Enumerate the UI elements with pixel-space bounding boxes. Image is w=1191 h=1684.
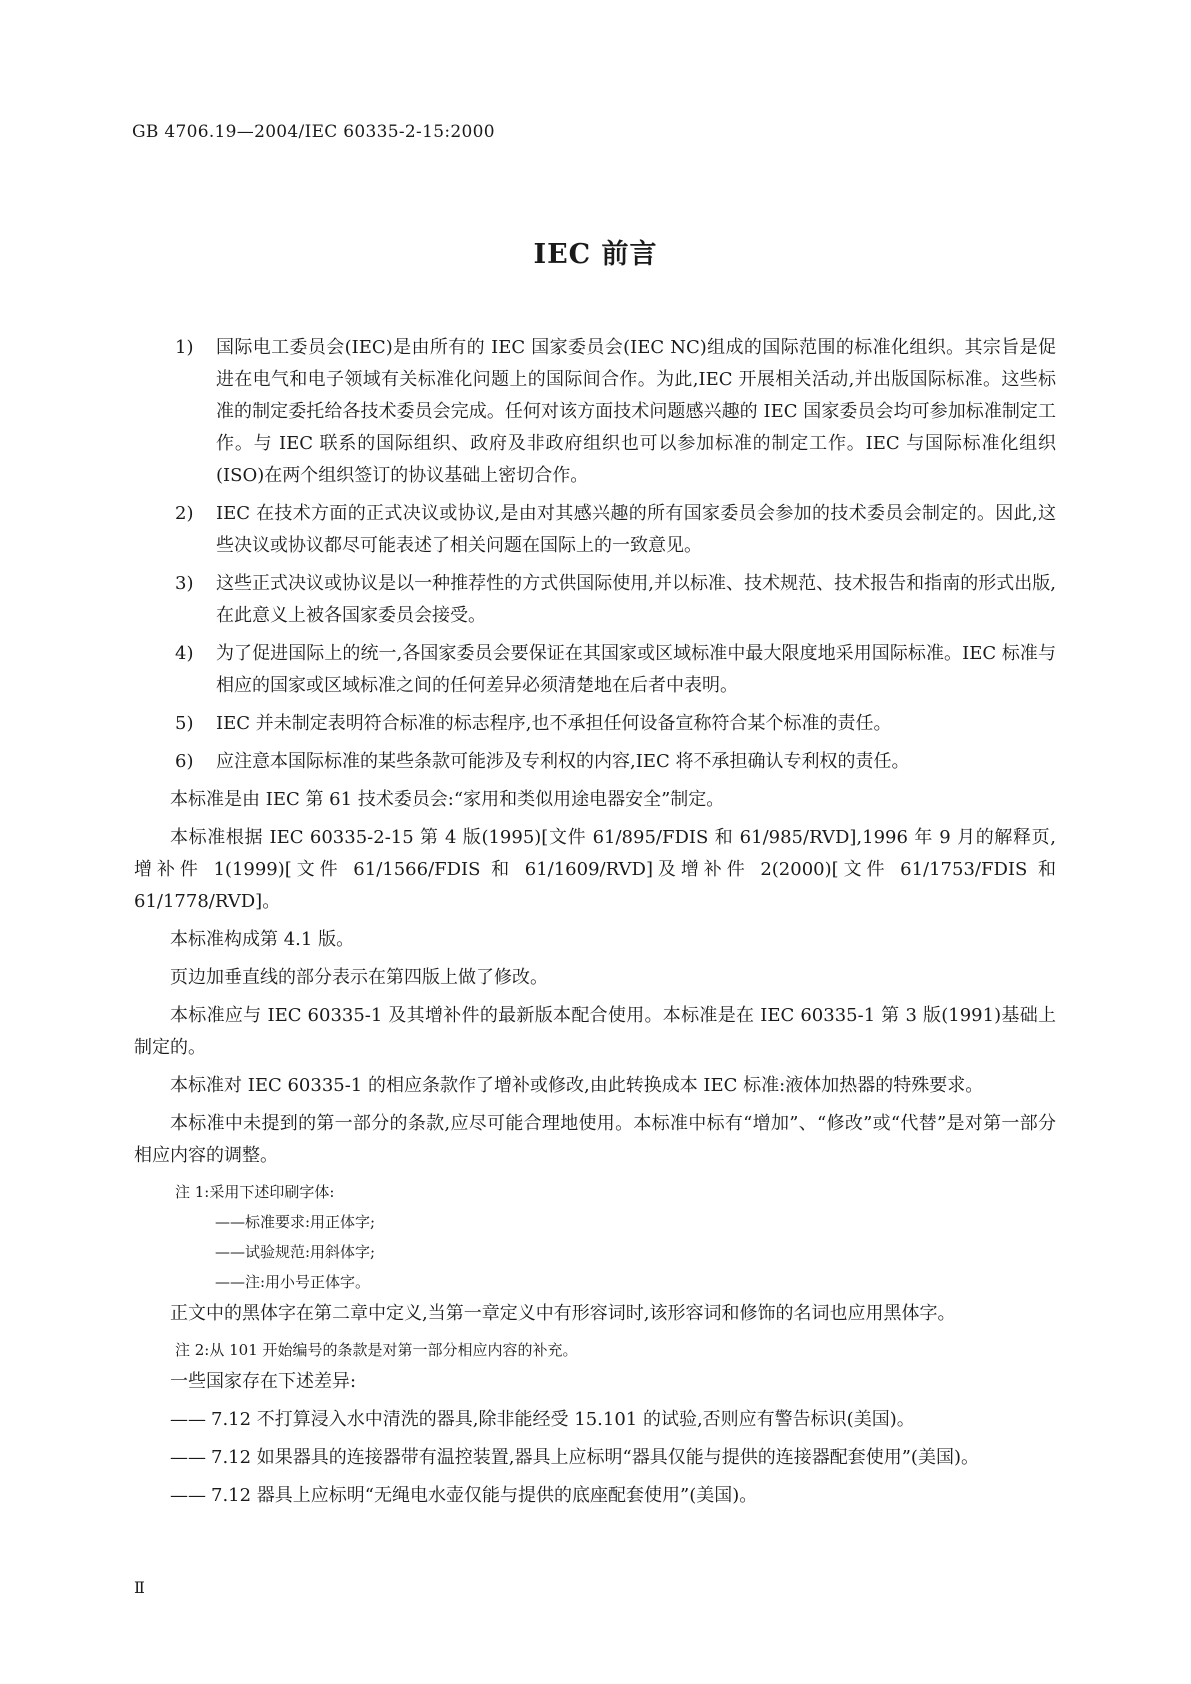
list-item-number: 5)	[175, 713, 194, 734]
paragraph: 本标准根据 IEC 60335-2-15 第 4 版(1995)[文件 61/895/FDIS 和 61/985/RVD],1996 年 9 月的解释页,增补件 1(1999)[文件 61/1566/FDIS 和 61/1609/RVD]及增补件 2(2000)[文件 61/1753/FDIS 和 61/1778/RVD]。	[134, 827, 1056, 912]
document-header: GB 4706.19—2004/IEC 60335-2-15:2000	[132, 122, 495, 142]
page-number: Ⅱ	[134, 1578, 145, 1597]
difference-item	[170, 1442, 1056, 1474]
list-item-number: 4)	[175, 643, 194, 664]
document-body	[134, 332, 1056, 1518]
difference-text: 7.12 如果器具的连接器带有温控装置,器具上应标明“器具仅能与提供的连接器配套使用”(美国)。	[211, 1447, 979, 1468]
paragraph: 页边加垂直线的部分表示在第四版上做了修改。	[170, 967, 548, 988]
list-item-text: 应注意本国际标准的某些条款可能涉及专利权的内容,IEC 将不承担确认专利权的责任。	[216, 751, 910, 772]
difference-item	[170, 1404, 1056, 1436]
list-item	[175, 638, 1056, 702]
note-2: 注 2:从 101 开始编号的条款是对第一部分相应内容的补充。	[175, 1341, 578, 1359]
paragraph: 正文中的黑体字在第二章中定义,当第一章定义中有形容词时,该形容词和修饰的名词也应用黑体字。	[170, 1303, 956, 1324]
list-item-text: IEC 并未制定表明符合标准的标志程序,也不承担任何设备宣称符合某个标准的责任。	[216, 713, 892, 734]
dash-mark: ——	[170, 1485, 206, 1506]
paragraph: 本标准构成第 4.1 版。	[170, 929, 355, 950]
note-item: ——标准要求:用正体字;	[215, 1213, 376, 1231]
difference-text: 7.12 器具上应标明“无绳电水壶仅能与提供的底座配套使用”(美国)。	[211, 1485, 758, 1506]
paragraph: 本标准中未提到的第一部分的条款,应尽可能合理地使用。本标准中标有“增加”、“修改”或“代替”是对第一部分相应内容的调整。	[134, 1113, 1056, 1166]
list-item	[175, 498, 1056, 562]
page-title: IEC 前言	[533, 239, 658, 270]
list-item	[175, 708, 1056, 740]
dash-mark: ——	[170, 1409, 206, 1430]
list-item-number: 3)	[175, 573, 194, 594]
difference-item	[170, 1480, 1056, 1512]
paragraph: 本标准是由 IEC 第 61 技术委员会:“家用和类似用途电器安全”制定。	[170, 789, 725, 810]
paragraph: 本标准对 IEC 60335-1 的相应条款作了增补或修改,由此转换成本 IEC 标准:液体加热器的特殊要求。	[170, 1075, 984, 1096]
list-item	[175, 746, 1056, 778]
list-item-text: 国际电工委员会(IEC)是由所有的 IEC 国家委员会(IEC NC)组成的国际范围的标准化组织。其宗旨是促进在电气和电子领域有关标准化问题上的国际间合作。为此,IEC 开展相关活动,并出版国际标准。这些标准的制定委托给各技术委员会完成。任何对该方面技术问题感兴趣的 IEC 国家委员会均可参加标准制定工作。与 IEC 联系的国际组织、政府及非政府组织也可以参加标准的制定工作。IEC 与国际标准化组织(ISO)在两个组织签订的协议基础上密切合作。	[216, 337, 1056, 486]
paragraph: 本标准应与 IEC 60335-1 及其增补件的最新版本配合使用。本标准是在 IEC 60335-1 第 3 版(1991)基础上制定的。	[134, 1005, 1056, 1058]
note-label: 注 1:采用下述印刷字体:	[175, 1183, 335, 1201]
note-item: ——注:用小号正体字。	[215, 1273, 371, 1291]
differences-intro: 一些国家存在下述差异:	[170, 1371, 357, 1392]
list-item	[175, 568, 1056, 632]
list-item-text: IEC 在技术方面的正式决议或协议,是由对其感兴趣的所有国家委员会参加的技术委员会制定的。因此,这些决议或协议都尽可能表述了相关问题在国际上的一致意见。	[216, 503, 1056, 556]
list-item-number: 1)	[175, 337, 194, 358]
list-item-number: 2)	[175, 503, 194, 524]
note-item: ——试验规范:用斜体字;	[215, 1243, 376, 1261]
list-item	[175, 332, 1056, 492]
difference-text: 7.12 不打算浸入水中清洗的器具,除非能经受 15.101 的试验,否则应有警告标识(美国)。	[211, 1409, 915, 1430]
list-item-text: 这些正式决议或协议是以一种推荐性的方式供国际使用,并以标准、技术规范、技术报告和指南的形式出版,在此意义上被各国家委员会接受。	[216, 573, 1056, 626]
list-item-text: 为了促进国际上的统一,各国家委员会要保证在其国家或区域标准中最大限度地采用国际标准。IEC 标准与相应的国家或区域标准之间的任何差异必须清楚地在后者中表明。	[216, 643, 1056, 696]
list-item-number: 6)	[175, 751, 194, 772]
dash-mark: ——	[170, 1447, 206, 1468]
